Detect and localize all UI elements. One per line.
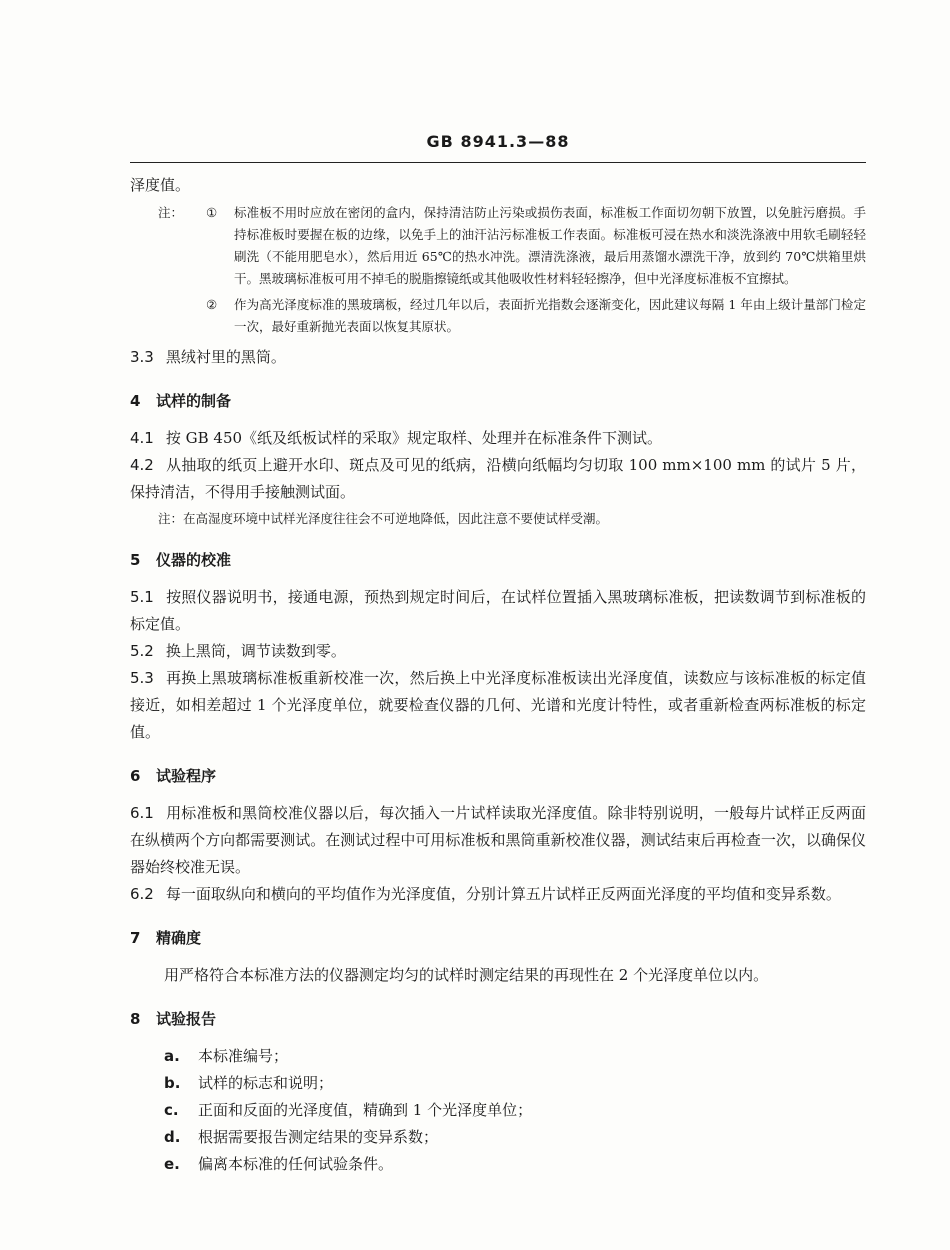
clause-text: 每一面取纵向和横向的平均值作为光泽度值，分别计算五片试样正反两面光泽度的平均值和变异系数。 bbox=[165, 885, 841, 903]
list-item bbox=[130, 1097, 866, 1124]
note-text: 作为高光泽度标准的黑玻璃板，经过几年以后，表面折光指数会逐渐变化，因此建议每隔 1 年由上级计量部门检定一次，最好重新抛光表面以恢复其原状。 bbox=[234, 297, 866, 334]
document-body bbox=[130, 172, 866, 1178]
notes-block bbox=[158, 202, 866, 338]
list-item bbox=[130, 1070, 866, 1097]
clause-number: 5.1 bbox=[130, 588, 154, 606]
clause-text: 按照仪器说明书，接通电源，预热到规定时间后，在试样位置插入黑玻璃标准板，把读数调节到标准板的标定值。 bbox=[130, 588, 866, 633]
clause-text: 再换上黑玻璃标准板重新校准一次，然后换上中光泽度标准板读出光泽度值，读数应与该标准板的标定值接近，如相差超过 1 个光泽度单位，就要检查仪器的几何、光谱和光度计特性，或者重新检查两标准板的标定值。 bbox=[130, 669, 866, 741]
section-title: 试样的制备 bbox=[156, 392, 232, 410]
section-number: 4 bbox=[130, 392, 141, 410]
section-heading bbox=[130, 389, 866, 413]
list-item-label: c. bbox=[164, 1101, 179, 1119]
precision-text: 用严格符合本标准方法的仪器测定均匀的试样时测定结果的再现性在 2 个光泽度单位以内。 bbox=[164, 966, 769, 984]
continuation-text: 泽度值。 bbox=[130, 176, 191, 194]
header-rule bbox=[130, 162, 866, 163]
clause-text: 从抽取的纸页上避开水印、斑点及可见的纸病，沿横向纸幅均匀切取 100 mm×100 mm 的试片 5 片，保持清洁，不得用手接触测试面。 bbox=[130, 456, 866, 501]
list-item bbox=[130, 1043, 866, 1070]
list-item-text: 试样的标志和说明； bbox=[198, 1074, 334, 1092]
note-item bbox=[158, 294, 866, 338]
clause-6-2 bbox=[130, 881, 866, 908]
list-item-text: 偏离本标准的任何试验条件。 bbox=[198, 1155, 394, 1173]
clause-number: 6.2 bbox=[130, 885, 154, 903]
section-number: 6 bbox=[130, 767, 141, 785]
section-title: 仪器的校准 bbox=[156, 551, 232, 569]
section-title: 试验程序 bbox=[156, 767, 217, 785]
clause-number: 5.2 bbox=[130, 642, 154, 660]
clause-number: 5.3 bbox=[130, 669, 154, 687]
section-heading bbox=[130, 548, 866, 572]
list-item bbox=[130, 1124, 866, 1151]
list-item-text: 正面和反面的光泽度值，精确到 1 个光泽度单位； bbox=[198, 1101, 533, 1119]
clause-5-2 bbox=[130, 638, 866, 665]
section-number: 8 bbox=[130, 1010, 141, 1028]
note-number: ① bbox=[206, 205, 218, 220]
clause-3-3 bbox=[130, 344, 866, 371]
standard-code-header: GB 8941.3—88 bbox=[426, 132, 570, 151]
note-item bbox=[158, 202, 866, 290]
clause-number: 4.1 bbox=[130, 429, 154, 447]
clause-number: 6.1 bbox=[130, 804, 154, 822]
list-item bbox=[130, 1151, 866, 1178]
list-item-text: 本标准编号； bbox=[198, 1047, 289, 1065]
clause-number: 3.3 bbox=[130, 348, 154, 366]
list-item-label: a. bbox=[164, 1047, 180, 1065]
section-heading bbox=[130, 926, 866, 950]
clause-text: 用标准板和黑筒校准仪器以后，每次插入一片试样读取光泽度值。除非特别说明，一般每片试样正反两面在纵横两个方向都需要测试。在测试过程中可用标准板和黑筒重新校准仪器，测试结束后再检查一次，以确保仪器始终校准无误。 bbox=[130, 804, 866, 876]
note-text: 标准板不用时应放在密闭的盒内，保持清洁防止污染或损伤表面，标准板工作面切勿朝下放置，以免脏污磨损。手持标准板时要握在板的边缘，以免手上的油汗沾污标准板工作表面。标准板可浸在热水和淡洗涤液中用软毛刷轻轻刷洗（不能用肥皂水），然后用近 65℃的热水冲洗。漂清洗涤液，最后用蒸馏水漂洗干净，放到约 70℃烘箱里烘干。黑玻璃标准板可用不掉毛的脱脂擦镜纸或其他吸收性材料轻轻擦净，但中光泽度标准板不宜擦拭。 bbox=[234, 205, 866, 286]
section-heading bbox=[130, 1007, 866, 1031]
section4-note: 注：在高湿度环境中试样光泽度往往会不可逆地降低，因此注意不要使试样受潮。 bbox=[158, 511, 609, 526]
section-title: 试验报告 bbox=[156, 1010, 217, 1028]
note-label: 注： bbox=[158, 205, 184, 220]
clause-text: 换上黑筒，调节读数到零。 bbox=[165, 642, 346, 660]
section-number: 5 bbox=[130, 551, 141, 569]
section-heading bbox=[130, 764, 866, 788]
clause-4-2 bbox=[130, 452, 866, 506]
clause-4-1 bbox=[130, 425, 866, 452]
clause-text: 黑绒衬里的黑筒。 bbox=[165, 348, 286, 366]
note-number: ② bbox=[206, 297, 218, 312]
clause-text: 按 GB 450《纸及纸板试样的采取》规定取样、处理并在标准条件下测试。 bbox=[165, 429, 663, 447]
clause-number: 4.2 bbox=[130, 456, 154, 474]
list-item-label: e. bbox=[164, 1155, 180, 1173]
list-item-text: 根据需要报告测定结果的变异系数； bbox=[198, 1128, 439, 1146]
list-item-label: d. bbox=[164, 1128, 181, 1146]
list-item-label: b. bbox=[164, 1074, 181, 1092]
clause-6-1 bbox=[130, 800, 866, 881]
clause-5-1 bbox=[130, 584, 866, 638]
section-title: 精确度 bbox=[156, 929, 202, 947]
clause-5-3 bbox=[130, 665, 866, 746]
section-number: 7 bbox=[130, 929, 141, 947]
report-items-list bbox=[130, 1043, 866, 1178]
